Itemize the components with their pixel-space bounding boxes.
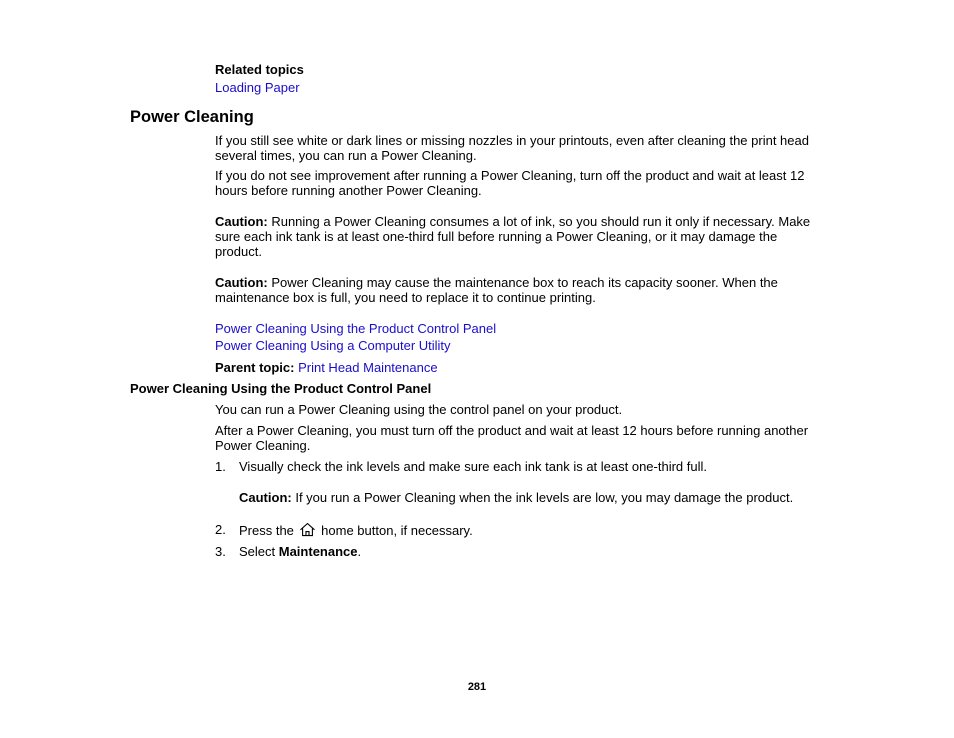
caution-line (215, 214, 810, 229)
caution-text: Running a Power Cleaning consumes a lot of ink, so you should run it only if necessary. Make (267, 214, 811, 229)
caution-label: Caution: (215, 275, 268, 290)
home-icon (299, 522, 316, 537)
text-line: Power Cleaning. (215, 438, 311, 453)
caution-label: Caution: (215, 214, 268, 229)
text-line: If you still see white or dark lines or missing nozzles in your printouts, even after cleaning the print head (215, 133, 809, 148)
text-line: several times, you can run a Power Cleaning. (215, 148, 477, 163)
caution-ink-consumption (215, 214, 810, 259)
step-caution (239, 490, 793, 505)
step-number: 2. (215, 522, 226, 537)
maintenance-menu-name: Maintenance (278, 544, 358, 559)
step-text: Visually check the ink levels and make sure each ink tank is at least one-third full. (239, 459, 707, 474)
step-number: 3. (215, 544, 226, 559)
caution-label: Caution: (239, 490, 292, 505)
control-panel-paragraph: You can run a Power Cleaning using the control panel on your product. (215, 402, 623, 417)
step-text-pre: Select (239, 544, 279, 559)
caution-line (215, 275, 778, 290)
text-line: sure each ink tank is at least one-third full before running a Power Cleaning, or it may damage the (215, 229, 778, 244)
link-control-panel[interactable]: Power Cleaning Using the Product Control Panel (215, 321, 497, 336)
caution-text: If you run a Power Cleaning when the ink levels are low, you may damage the product. (291, 490, 794, 505)
print-head-maintenance-link[interactable]: Print Head Maintenance (298, 360, 438, 375)
section-title: Power Cleaning (130, 108, 254, 126)
text-line: maintenance box is full, you need to replace it to continue printing. (215, 290, 596, 305)
step-text (239, 522, 473, 538)
loading-paper-link[interactable]: Loading Paper (215, 80, 300, 95)
subsection-title: Power Cleaning Using the Product Control Panel (130, 381, 432, 396)
text-line: If you do not see improvement after running a Power Cleaning, turn off the product and wait at least 12 (215, 168, 805, 183)
caution-maintenance-box (215, 275, 778, 305)
page-number: 281 (467, 681, 487, 693)
parent-topic-label: Parent topic: (215, 360, 295, 375)
improvement-paragraph (215, 168, 804, 198)
link-computer-utility[interactable]: Power Cleaning Using a Computer Utility (215, 338, 451, 353)
parent-topic (215, 360, 438, 375)
step-text (239, 544, 361, 559)
text-line: hours before running another Power Cleaning. (215, 183, 482, 198)
caution-text: Power Cleaning may cause the maintenance box to reach its capacity sooner. When the (267, 275, 778, 290)
wait-paragraph (215, 423, 808, 453)
step-number: 1. (215, 459, 226, 474)
related-topics-heading: Related topics (215, 62, 304, 77)
step-text-post: home button, if necessary. (321, 523, 473, 538)
text-line: After a Power Cleaning, you must turn off the product and wait at least 12 hours before running another (215, 423, 809, 438)
intro-paragraph (215, 133, 809, 163)
text-line: product. (215, 244, 262, 259)
step-text-post: . (357, 544, 362, 559)
step-text-pre: Press the (239, 523, 294, 538)
